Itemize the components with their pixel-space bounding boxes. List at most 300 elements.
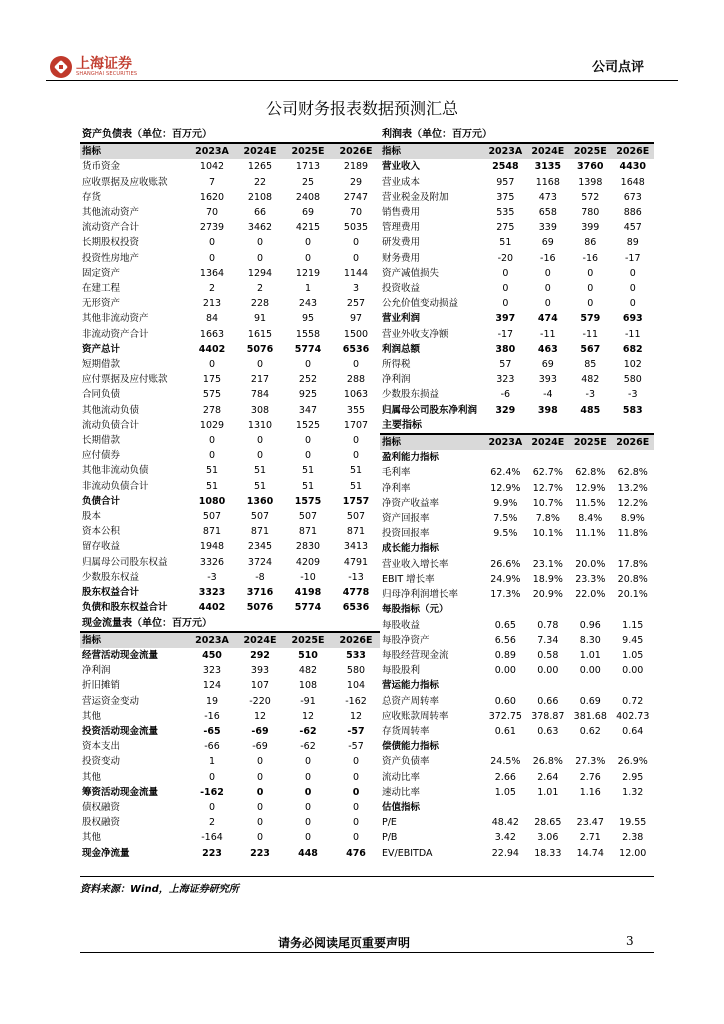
cell-value <box>484 739 526 754</box>
table-row <box>80 709 380 724</box>
row-label: 长期借款 <box>82 435 121 447</box>
table-header-row <box>80 632 380 648</box>
cell-value: 871 <box>202 526 222 538</box>
row-label: 净利率 <box>382 482 411 494</box>
cell-value: 26.9% <box>617 756 648 768</box>
cell-value: 0.66 <box>537 695 559 707</box>
cell-value: 288 <box>346 374 366 386</box>
brand-mark-icon <box>50 56 72 78</box>
cell-value: 4791 <box>343 556 369 568</box>
cell-value: 0 <box>304 832 312 844</box>
cell-value: 19 <box>205 695 219 707</box>
cell-value: 0 <box>208 450 216 462</box>
cell-value: 22.94 <box>491 847 519 859</box>
table-row <box>80 403 380 418</box>
cell-value: 3.06 <box>537 832 559 844</box>
table-row <box>380 220 654 235</box>
cell-value: 20.0% <box>575 558 606 570</box>
cell-value: 0.72 <box>622 695 644 707</box>
cell-value: 108 <box>298 680 318 692</box>
cell-value: 5076 <box>246 602 274 614</box>
cell-value: 57 <box>499 359 512 371</box>
cell-value <box>612 800 654 815</box>
cell-value: 104 <box>346 680 366 692</box>
column-header: 2025E <box>284 143 332 159</box>
table-title: 利润表（单位：百万元） <box>380 127 654 143</box>
row-label: 归母净利润增长率 <box>382 589 459 601</box>
cell-value: 4209 <box>295 556 321 568</box>
cell-value: -62 <box>300 741 316 753</box>
row-label: 净利润 <box>382 374 411 386</box>
cell-value: 0 <box>256 435 264 447</box>
cell-value: 257 <box>346 298 366 310</box>
cell-value: 0 <box>352 237 360 249</box>
cell-value: 0 <box>256 450 264 462</box>
row-label: 其他非流动资产 <box>82 313 149 325</box>
cell-value: 448 <box>298 847 318 859</box>
cell-value: 0 <box>256 786 264 798</box>
cell-value: 0.64 <box>622 725 644 737</box>
table-row <box>380 754 654 769</box>
cell-value: -16 <box>582 252 599 264</box>
table-row <box>80 311 380 326</box>
table-header-row <box>380 434 654 450</box>
cell-value: 308 <box>250 404 270 416</box>
cell-value <box>569 541 611 556</box>
cell-value: 7 <box>208 176 216 188</box>
cell-value: 0 <box>629 283 636 295</box>
cell-value: 26.6% <box>490 558 521 570</box>
row-label: 流动比率 <box>382 771 421 783</box>
column-header: 2026E <box>332 632 380 648</box>
row-label: 筹资活动现金流量 <box>82 786 159 798</box>
cell-value: -20 <box>497 252 514 264</box>
cell-value: -69 <box>252 741 268 753</box>
row-label: 应收票据及应收账款 <box>82 176 168 188</box>
table-row <box>380 785 654 800</box>
cell-value: 482 <box>298 665 318 677</box>
cell-value: 0 <box>352 252 360 264</box>
cell-value: 0 <box>587 283 594 295</box>
cell-value: 398 <box>537 404 558 416</box>
brand-logo <box>50 56 137 78</box>
row-label: 股权融资 <box>82 817 121 829</box>
table-row <box>380 648 654 663</box>
cell-value: 1.01 <box>537 786 559 798</box>
table-row <box>80 448 380 463</box>
cell-value <box>612 541 654 556</box>
cell-value: 11.5% <box>575 497 606 509</box>
cell-value: 457 <box>623 222 642 234</box>
row-label: 营运资金变动 <box>82 695 140 707</box>
cell-value: 62.8% <box>617 467 648 479</box>
cell-value: 2830 <box>295 541 321 553</box>
table-row <box>80 281 380 296</box>
left-column <box>80 127 380 861</box>
cell-value: 27.3% <box>575 756 606 768</box>
cell-value: 580 <box>346 665 366 677</box>
cell-value: 12.2% <box>617 497 648 509</box>
column-header: 2023A <box>484 143 526 159</box>
key-metrics-table <box>380 418 654 861</box>
row-label: 归属母公司股东净利润 <box>382 404 478 416</box>
table-row <box>380 557 654 572</box>
cell-value: 5774 <box>294 343 322 355</box>
cell-value: 2739 <box>199 222 225 234</box>
table-row <box>80 387 380 402</box>
cell-value: 0 <box>352 817 360 829</box>
cell-value: 6.56 <box>494 634 516 646</box>
cell-value: 213 <box>202 298 222 310</box>
column-header: 2023A <box>188 143 236 159</box>
row-label: 管理费用 <box>382 222 421 234</box>
cell-value: 1.05 <box>494 786 516 798</box>
cell-value: 102 <box>623 359 642 371</box>
row-label: 每股经营现金流 <box>382 649 449 661</box>
row-label: 应付债券 <box>82 450 121 462</box>
cell-value: 0.62 <box>579 725 601 737</box>
cell-value: 0 <box>304 771 312 783</box>
table-row <box>80 296 380 311</box>
row-label: 营业税金及附加 <box>382 191 449 203</box>
cell-value: 2 <box>208 817 216 829</box>
cell-value: 402.73 <box>616 710 650 722</box>
cell-value: 2.38 <box>622 832 644 844</box>
tables-bottom-divider <box>80 876 654 877</box>
cell-value: 70 <box>349 207 363 219</box>
cell-value: 0 <box>352 801 360 813</box>
report-type: 公司点评 <box>591 60 644 75</box>
row-label: 每股股利 <box>382 665 421 677</box>
source-note: 资料来源：Wind，上海证券研究所 <box>80 884 239 895</box>
column-header: 指标 <box>380 434 484 450</box>
table-row <box>80 754 380 769</box>
cell-value: 4215 <box>295 222 321 234</box>
cell-value: 886 <box>623 207 642 219</box>
table-row <box>380 465 654 480</box>
cell-value: 17.3% <box>490 589 521 601</box>
cell-value: 0 <box>304 817 312 829</box>
cell-value: 26.8% <box>532 756 563 768</box>
page-header <box>0 0 724 80</box>
row-label: 速动比率 <box>382 786 421 798</box>
table-row <box>80 648 380 663</box>
cell-value: 0 <box>304 801 312 813</box>
column-header: 2026E <box>612 434 654 450</box>
row-label: 负债和股东权益合计 <box>82 602 168 614</box>
row-label: 研发费用 <box>382 237 421 249</box>
cell-value: 0 <box>352 435 360 447</box>
table-row <box>380 770 654 785</box>
table-row <box>80 570 380 585</box>
row-label: 应收账款周转率 <box>382 710 449 722</box>
row-label: 少数股东损益 <box>382 389 440 401</box>
cell-value: -62 <box>299 725 317 737</box>
cell-value: 3724 <box>247 556 273 568</box>
cell-value: 0 <box>256 771 264 783</box>
cell-value: 0 <box>304 237 312 249</box>
row-label: 每股净资产 <box>382 634 430 646</box>
cell-value: 124 <box>202 680 222 692</box>
cell-value: 0 <box>304 450 312 462</box>
row-label: 盈利能力指标 <box>382 452 440 464</box>
table-row <box>380 572 654 587</box>
cell-value: 97 <box>349 313 363 325</box>
row-label: 非流动负债合计 <box>82 480 149 492</box>
table-row <box>380 296 654 311</box>
table-row <box>380 663 654 678</box>
cell-value: 329 <box>495 404 516 416</box>
cell-value: 17.8% <box>617 558 648 570</box>
cell-value: -8 <box>255 571 265 583</box>
footer-divider <box>80 952 654 953</box>
cell-value: 2.76 <box>579 771 601 783</box>
cell-value: 2.71 <box>579 832 601 844</box>
table-row <box>380 327 654 342</box>
row-label: 其他非流动负债 <box>82 465 149 477</box>
cell-value: 381.68 <box>573 710 607 722</box>
cell-value: 510 <box>298 649 318 661</box>
table-row <box>380 633 654 648</box>
cell-value <box>484 678 526 693</box>
cell-value: 507 <box>202 511 222 523</box>
row-label: 偿债能力指标 <box>382 741 440 753</box>
table-row <box>80 585 380 600</box>
cell-value: -164 <box>201 832 223 844</box>
cell-value: 217 <box>250 374 270 386</box>
table-row <box>80 800 380 815</box>
row-label: 经营活动现金流量 <box>82 649 159 661</box>
cell-value: -57 <box>347 725 365 737</box>
column-header: 指标 <box>80 143 188 159</box>
row-label: 资产减值损失 <box>382 267 440 279</box>
row-label: 股东权益合计 <box>82 587 140 599</box>
cell-value: 0.00 <box>579 665 601 677</box>
cell-value: 2408 <box>295 191 321 203</box>
cell-value: 1.32 <box>622 786 644 798</box>
cell-value: 70 <box>205 207 219 219</box>
cell-value: 0 <box>256 252 264 264</box>
row-label: 在建工程 <box>82 283 121 295</box>
cell-value: 3716 <box>246 587 274 599</box>
cell-value: -17 <box>497 328 514 340</box>
cell-value: 8.9% <box>620 513 645 525</box>
cell-value: 9.5% <box>493 528 518 540</box>
cell-value: 5774 <box>294 602 322 614</box>
table-row <box>380 403 654 418</box>
cell-value: -66 <box>204 741 220 753</box>
cell-value: 12 <box>253 710 267 722</box>
cell-value: 1 <box>208 756 216 768</box>
table-row <box>380 618 654 633</box>
cell-value: 0 <box>352 450 360 462</box>
row-label: 销售费用 <box>382 207 421 219</box>
cell-value: 380 <box>495 343 516 355</box>
cell-value: 4402 <box>198 602 226 614</box>
cell-value: 0 <box>629 267 636 279</box>
cell-value: 62.7% <box>532 467 563 479</box>
cell-value: -220 <box>249 695 271 707</box>
header-divider <box>46 80 678 81</box>
cell-value: 0 <box>208 435 216 447</box>
row-label: P/B <box>382 832 398 844</box>
cell-value: 7.34 <box>537 634 559 646</box>
cell-value <box>484 541 526 556</box>
cell-value: 1042 <box>199 161 225 173</box>
cell-value: 0 <box>256 756 264 768</box>
cell-value: -11 <box>540 328 556 340</box>
cell-value: 292 <box>250 649 270 661</box>
cell-value: 4198 <box>294 587 322 599</box>
cell-value <box>569 739 611 754</box>
cell-value: 0.00 <box>622 665 644 677</box>
cell-value: 375 <box>496 191 515 203</box>
cell-value: -11 <box>582 328 599 340</box>
table-row <box>80 372 380 387</box>
cell-value <box>612 602 654 617</box>
cell-value: 393 <box>250 665 270 677</box>
cell-value: 223 <box>202 847 222 859</box>
income-statement-table <box>380 127 654 418</box>
cell-value: 0 <box>304 756 312 768</box>
row-label: 投资性房地产 <box>82 252 140 264</box>
cell-value: 2747 <box>343 191 369 203</box>
cell-value: 1500 <box>343 328 369 340</box>
row-label: 投资收益 <box>382 283 421 295</box>
table-row <box>380 709 654 724</box>
cell-value: 223 <box>250 847 270 859</box>
cell-value: 3462 <box>247 222 273 234</box>
cell-value <box>569 678 611 693</box>
row-label: P/E <box>382 817 397 829</box>
cell-value: 69 <box>541 359 554 371</box>
table-row <box>380 251 654 266</box>
row-label: 货币资金 <box>82 161 121 173</box>
table-row <box>380 800 654 815</box>
cell-value: 473 <box>538 191 557 203</box>
cell-value: 10.1% <box>532 528 563 540</box>
row-label: 营业收入增长率 <box>382 558 449 570</box>
cell-value: 7.8% <box>535 513 560 525</box>
cell-value: -162 <box>200 786 224 798</box>
cell-value: 0.00 <box>494 665 516 677</box>
cell-value: 66 <box>253 207 267 219</box>
cell-value: 1.16 <box>579 786 601 798</box>
cell-value: 1063 <box>343 389 369 401</box>
table-row <box>80 190 380 205</box>
cell-value: 393 <box>538 374 557 386</box>
row-label: 成长能力指标 <box>382 543 440 555</box>
cell-value: 0.60 <box>494 695 516 707</box>
row-label: 投资活动现金流量 <box>82 725 159 737</box>
cell-value: 1 <box>304 283 312 295</box>
table-row <box>80 342 380 357</box>
row-label: 非流动资产合计 <box>82 328 149 340</box>
cell-value: 3 <box>352 283 360 295</box>
cell-value: 1144 <box>343 267 369 279</box>
cell-value: -91 <box>300 695 316 707</box>
cell-value: -13 <box>348 571 364 583</box>
cell-value: 780 <box>581 207 600 219</box>
cell-value: 0 <box>544 267 551 279</box>
cell-value: 673 <box>623 191 642 203</box>
column-header: 2025E <box>569 143 611 159</box>
row-label: 资产负债率 <box>382 756 430 768</box>
page-title: 公司财务报表数据预测汇总 <box>265 99 458 118</box>
cell-value: 0 <box>304 252 312 264</box>
cell-value: 62.4% <box>490 467 521 479</box>
cell-value: 1360 <box>246 495 274 507</box>
table-row <box>380 694 654 709</box>
table-row <box>380 526 654 541</box>
cell-value: 3326 <box>199 556 225 568</box>
cell-value: 1310 <box>247 419 273 431</box>
row-label: 营业成本 <box>382 176 421 188</box>
cell-value: 0 <box>352 832 360 844</box>
table-row <box>80 418 380 433</box>
table-row <box>80 770 380 785</box>
table-row <box>80 846 380 861</box>
row-label: 毛利率 <box>382 467 411 479</box>
row-label: 债权融资 <box>82 801 121 813</box>
cell-value: 2.64 <box>537 771 559 783</box>
cell-value: 579 <box>580 313 601 325</box>
cell-value: 51 <box>253 480 267 492</box>
cell-value: 485 <box>580 404 601 416</box>
cell-value: 28.65 <box>534 817 562 829</box>
row-label: 公允价值变动损益 <box>382 298 459 310</box>
cell-value <box>484 602 526 617</box>
cell-value: 0.58 <box>537 649 559 661</box>
cell-value: 0 <box>208 359 216 371</box>
cell-value: 1219 <box>295 267 321 279</box>
row-label: 其他流动资产 <box>82 207 140 219</box>
row-label: 投资变动 <box>82 756 121 768</box>
row-label: 负债合计 <box>82 495 121 507</box>
cell-value: 1558 <box>295 328 321 340</box>
cell-value <box>569 450 611 465</box>
cell-value: 25 <box>301 176 315 188</box>
table-row <box>380 846 654 861</box>
brand-name-cn: 上海证券 <box>76 55 132 72</box>
cell-value: 91 <box>253 313 267 325</box>
cell-value: 2189 <box>343 161 369 173</box>
cell-value: 0 <box>544 283 551 295</box>
row-label: 所得税 <box>382 359 411 371</box>
row-label: 其他 <box>82 771 102 783</box>
table-row <box>80 539 380 554</box>
table-row <box>380 496 654 511</box>
cell-value: 0 <box>208 771 216 783</box>
cell-value: 10.7% <box>532 497 563 509</box>
table-row <box>80 694 380 709</box>
cell-value: 476 <box>346 847 366 859</box>
cell-value <box>527 450 569 465</box>
cell-value: 0 <box>256 817 264 829</box>
cell-value <box>527 678 569 693</box>
cell-value: 48.42 <box>491 817 519 829</box>
table-row <box>80 785 380 800</box>
cell-value: 2.95 <box>622 771 644 783</box>
table-row <box>80 205 380 220</box>
cell-value: 0 <box>502 283 509 295</box>
row-label: 净利润 <box>82 665 111 677</box>
cell-value <box>612 678 654 693</box>
cell-value: 0 <box>208 801 216 813</box>
cell-value: 11.1% <box>575 528 606 540</box>
cell-value: -65 <box>203 725 221 737</box>
cell-value: 0 <box>587 267 594 279</box>
